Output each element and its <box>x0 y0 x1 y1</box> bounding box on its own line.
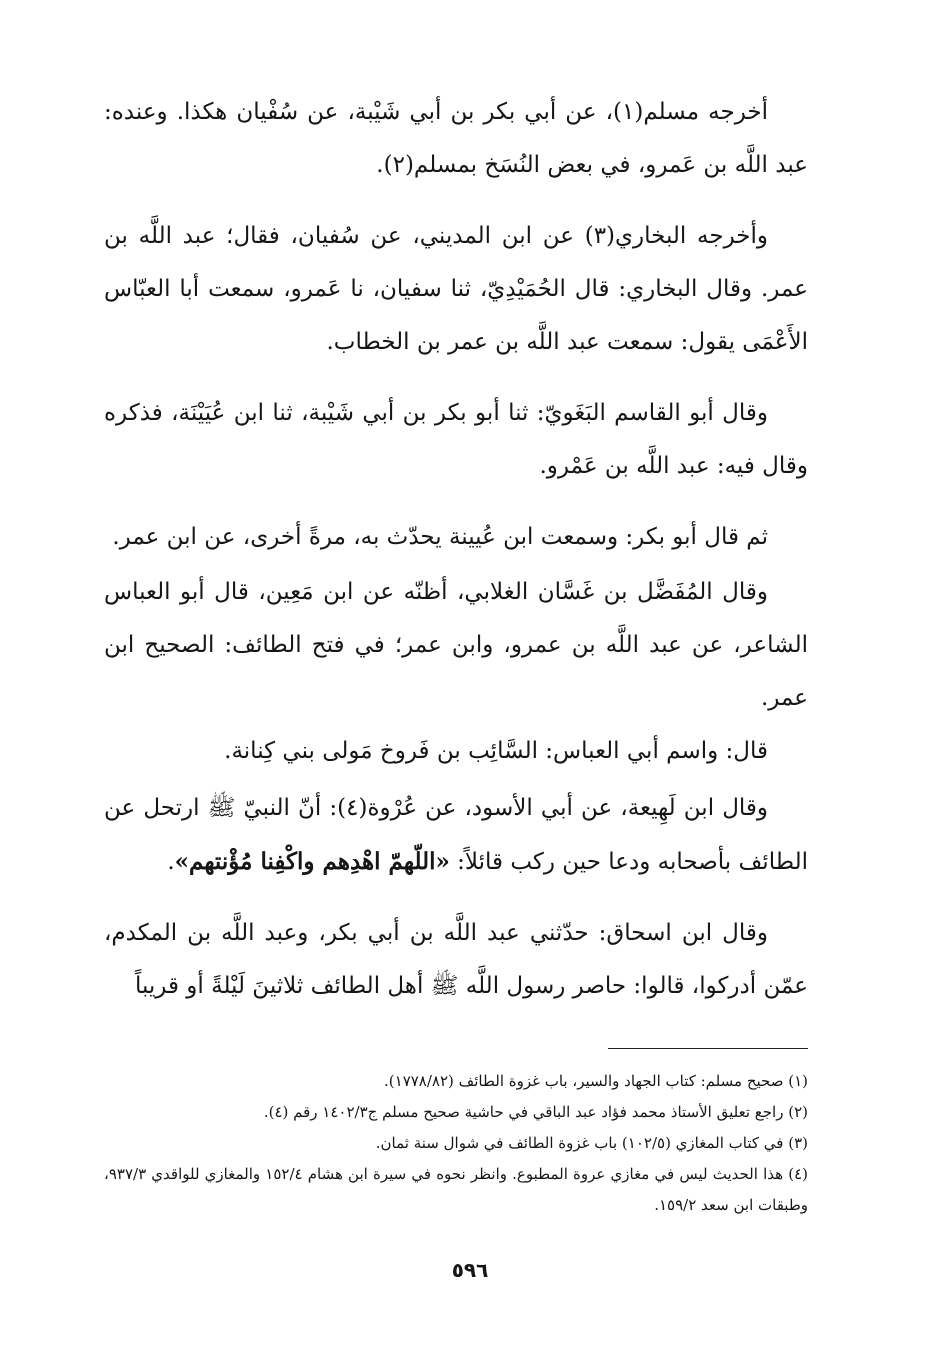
footnotes <box>104 1066 808 1221</box>
footnote-3: (٣) في كتاب المغازي (١٠٢/٥) باب غزوة الطائف في شوال سنة ثمان. <box>375 1134 808 1152</box>
paragraph-3: وقال أبو القاسم البَغَويّ: ثنا أبو بكر بن أبي شَيْبة، ثنا ابن عُيَيْنَة، فذكره وقال فيه: عبد اللَّه بن عَمْرو. <box>104 400 808 479</box>
footnote-2: (٢) راجع تعليق الأستاذ محمد فؤاد عبد الباقي في حاشية صحيح مسلم ج١٤٠٢/٣ رقم (٤). <box>263 1103 808 1121</box>
paragraph-6: قال: واسم أبي العباس: السَّائِب بن فَروخ مَولى بني كِنانة. <box>224 738 768 764</box>
page-number: ٥٩٦ <box>451 1258 489 1282</box>
main-text <box>104 86 808 1013</box>
footnote-4: (٤) هذا الحديث ليس في مغازي عروة المطبوع. وانظر نحوه في سيرة ابن هشام ١٥٢/٤ والمغازي للواقدي ٩٣٧/٣، وطبقات ابن سعد ١٥٩/٢. <box>104 1165 808 1214</box>
paragraph-4: ثم قال أبو بكر: وسمعت ابن عُيينة يحدّث به، مرةً أخرى، عن ابن عمر. <box>112 524 768 550</box>
prayer-quote: «اللّهمّ اهْدِهم واكْفِنا مُؤْنتهم» <box>174 848 450 875</box>
paragraph-8: وقال ابن اسحاق: حدّثني عبد اللَّه بن أبي بكر، وعبد اللَّه بن المكدم، عمّن أدركوا، قالوا: حاصر رسول اللَّه ﷺ أهل الطائف ثلاثينَ لَيْلةً أو قريباً <box>104 920 808 999</box>
paragraph-2: وأخرجه البخاري(٣) عن ابن المديني، عن سُفيان، فقال؛ عبد اللَّه بن عمر. وقال البخاري: قال الحُمَيْدِيّ، ثنا سفيان، نا عَمرو، سمعت أبا العبّاس الأَعْمَى يقول: سمعت عبد اللَّه بن عمر بن الخطاب. <box>104 223 808 355</box>
paragraph-5: وقال المُفَضَّل بن غَسَّان الغلابي، أظنّه عن ابن مَعِين، قال أبو العباس الشاعر، عن عبد اللَّه بن عمرو، وابن عمر؛ في فتح الطائف: الصحيح ابن عمر. <box>104 579 808 711</box>
paragraph-7: وقال ابن لَهِيعة، عن أبي الأسود، عن عُرْوة(٤): أنّ النبيّ ﷺ ارتحل عن الطائف بأصحابه ودعا حين ركب قائلاً: «اللّهمّ اهْدِهم واكْفِنا مُؤْنتهم». <box>104 795 808 875</box>
footnote-1: (١) صحيح مسلم: كتاب الجهاد والسير، باب غزوة الطائف (١٧٧٨/٨٢). <box>384 1072 808 1090</box>
footnote-divider <box>608 1048 808 1049</box>
paragraph-1: أخرجه مسلم(١)، عن أبي بكر بن أبي شَيْبة، عن سُفْيان هكذا. وعنده: عبد اللَّه بن عَمرو، في بعض النُسَخ بمسلم(٢). <box>104 99 808 178</box>
